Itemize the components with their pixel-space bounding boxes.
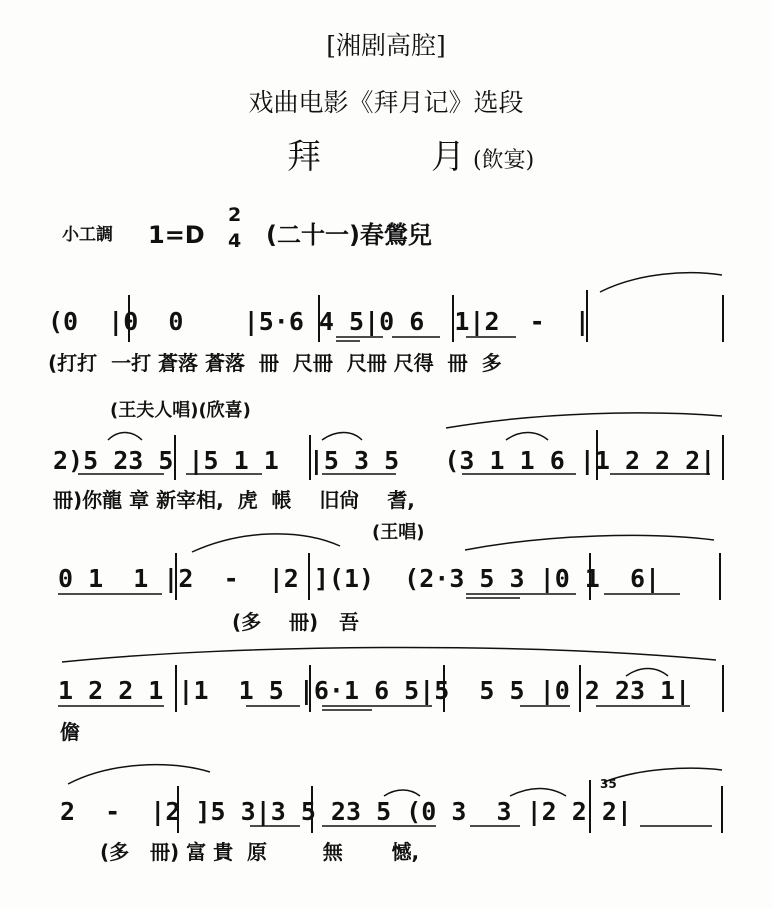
tie-slur	[510, 789, 566, 797]
key-signature: 1=D	[148, 221, 205, 249]
phrase-slur	[446, 413, 722, 428]
system-1-notes: (0 |0 0 |5·6 4 5|0 6 1|2 - |	[48, 307, 590, 336]
phrase-slur	[62, 647, 716, 662]
tie-slur	[506, 433, 548, 441]
piece-subtitle: 戏曲电影《拜月记》选段	[248, 88, 524, 117]
time-signature-top: 2	[228, 204, 242, 226]
system-4-notes: 1 2 2 1 |1 1 5 |6·1 6 5|5 5 5 |0 2 23 1|	[58, 676, 691, 705]
singer-annotation-2: (王唱)	[372, 522, 425, 543]
genre-label: [湘剧高腔]	[326, 31, 446, 60]
tie-slur	[322, 433, 362, 441]
tune-name: (二十一)春鶯兒	[266, 221, 432, 249]
system-5-lyrics: (多 冊) 富 貴 原 無 憾,	[100, 840, 420, 864]
phrase-slur	[68, 765, 210, 784]
grace-notes: 35	[600, 777, 617, 791]
tie-slur	[384, 790, 420, 796]
phrase-slur	[604, 768, 722, 782]
system-4-lyrics: 儋	[60, 720, 80, 744]
system-3-lyrics: (多 冊) 吾	[232, 610, 360, 634]
mode-label: 小工調	[62, 225, 113, 245]
system-2-lyrics: 冊)你龍 章 新宰相, 虎 帳 旧尙 耆,	[53, 488, 415, 512]
system-1-lyrics: (打打 一打 蒼落 蒼落 冊 尺冊 尺冊 尺得 冊 多	[48, 351, 502, 375]
singer-annotation: (王夫人唱)(欣喜)	[110, 400, 251, 421]
title-note: (飲宴)	[473, 148, 535, 173]
phrase-slur	[600, 273, 722, 292]
tie-slur	[108, 433, 142, 441]
system-3-notes: 0 1 1 |2 - |2 ](1) (2·3 5 3 |0 1 6|	[58, 564, 661, 593]
piece-title-2: 月	[431, 137, 465, 177]
system-5-notes: 2 - |2 ]5 3|3 5 23 5 (0 3 3 |2 2 2|	[60, 797, 632, 826]
tie-slur	[626, 669, 668, 677]
piece-title: 拜	[287, 137, 321, 177]
time-signature-bottom: 4	[228, 230, 242, 252]
phrase-slur	[192, 534, 340, 552]
phrase-slur	[465, 535, 714, 550]
system-2-notes: 2)5 23 5 |5 1 1 |5 3 5 (3 1 1 6 |1 2 2 2|	[53, 446, 716, 475]
